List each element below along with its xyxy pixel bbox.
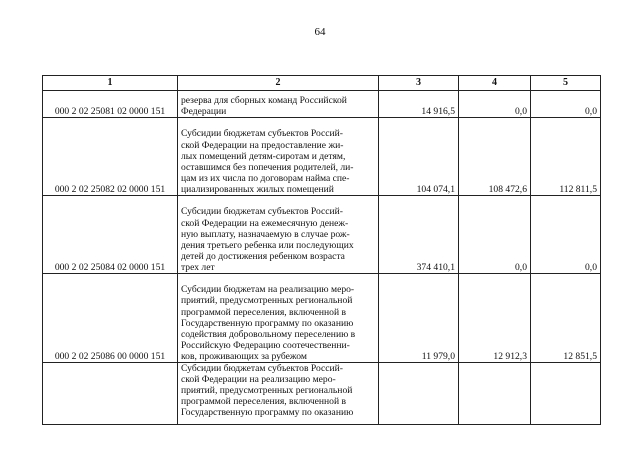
description-line: дения третьего ребенка или последующих [181, 239, 354, 251]
budget-code: 000 2 02 25081 02 0000 151 [43, 91, 178, 118]
description-line: трех лет [181, 261, 215, 273]
description-line: циализированных жилых помещений [181, 183, 334, 195]
row-description [178, 118, 379, 196]
column-header: 5 [531, 76, 601, 91]
description-line: приятий, предусмотренных региональной [181, 385, 353, 397]
description-line: Субсидии бюджетам субъектов Россий- [181, 206, 343, 218]
amount-v5: 0,0 [531, 91, 601, 118]
amount-v4 [459, 363, 531, 425]
table-header-row [43, 76, 601, 91]
description-line: цам из их числа по договорам найма спе- [181, 172, 350, 184]
description-line: Субсидии бюджетам субъектов Россий- [181, 128, 343, 140]
budget-code [43, 363, 178, 425]
column-header: 1 [43, 76, 178, 91]
amount-v3: 14 916,5 [379, 91, 459, 118]
description-line: Федерации [181, 105, 227, 117]
description-line: ской Федерации на предоставление жи- [181, 139, 344, 151]
amount-v5: 12 851,5 [531, 274, 601, 363]
description-line: содействия добровольному переселению в [181, 328, 356, 340]
amount-v3: 104 074,1 [379, 118, 459, 196]
budget-code: 000 2 02 25086 00 0000 151 [43, 274, 178, 363]
description-line: Российскую Федерацию соотечественни- [181, 339, 350, 351]
amount-v5: 0,0 [531, 196, 601, 274]
column-header: 2 [178, 76, 379, 91]
row-description [178, 196, 379, 274]
row-description [178, 274, 379, 363]
description-line: детей до достижения ребенком возраста [181, 250, 345, 262]
description-line: программой переселения, включенной в [181, 396, 347, 408]
amount-v3: 374 410,1 [379, 196, 459, 274]
amount-v4: 108 472,6 [459, 118, 531, 196]
description-line: оставшимся без попечения родителей, ли- [181, 161, 354, 173]
description-line: ской Федерации на ежемесячную денеж- [181, 217, 349, 229]
amount-v3: 11 979,0 [379, 274, 459, 363]
amount-v5 [531, 363, 601, 425]
description-line: ную выплату, назначаемую в случае рож- [181, 228, 350, 240]
table-row [43, 91, 601, 118]
amount-v4: 0,0 [459, 91, 531, 118]
table-row [43, 274, 601, 363]
row-description [178, 91, 379, 118]
amount-v4: 0,0 [459, 196, 531, 274]
table-row [43, 196, 601, 274]
description-line: ков, проживающих за рубежом [181, 350, 307, 362]
description-line: резерва для сборных команд Российской [181, 94, 347, 106]
description-line: ской Федерации на реализацию меро- [181, 374, 336, 386]
description-line: приятий, предусмотренных региональной [181, 295, 353, 307]
row-description [178, 363, 379, 425]
column-header: 3 [379, 76, 459, 91]
page-number: 64 [314, 26, 326, 38]
description-line: Государственную программу по оказанию [181, 317, 354, 329]
amount-v5: 112 811,5 [531, 118, 601, 196]
budget-code: 000 2 02 25082 02 0000 151 [43, 118, 178, 196]
description-line: программой переселения, включенной в [181, 306, 347, 318]
budget-table [42, 75, 601, 425]
table-row [43, 118, 601, 196]
amount-v4: 12 912,3 [459, 274, 531, 363]
budget-code: 000 2 02 25084 02 0000 151 [43, 196, 178, 274]
description-line: Субсидии бюджетам на реализацию меро- [181, 284, 355, 296]
description-line: лых помещений детям-сиротам и детям, [181, 150, 346, 162]
column-header: 4 [459, 76, 531, 91]
description-line: Государственную программу по оказанию [181, 407, 354, 419]
amount-v3 [379, 363, 459, 425]
description-line: Субсидии бюджетам субъектов Россий- [181, 363, 343, 374]
table-row [43, 363, 601, 425]
